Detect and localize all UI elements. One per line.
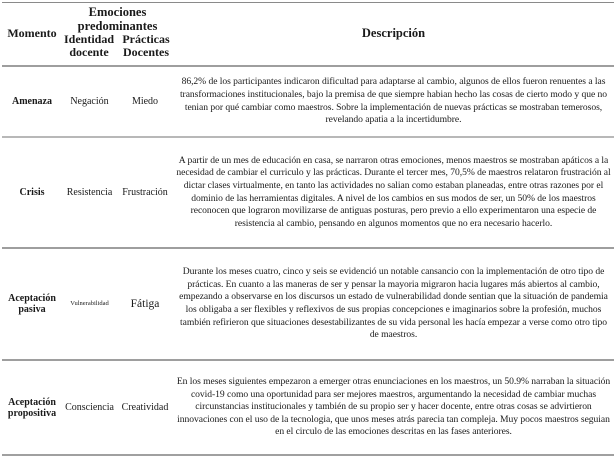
header-descripcion: Descripción bbox=[361, 26, 426, 40]
cell-momento: Aceptación propositiva bbox=[7, 396, 57, 419]
cell-practicas: Miedo bbox=[131, 95, 159, 107]
cell-practicas: Fátiga bbox=[130, 298, 160, 310]
cell-identidad: Vulnerabilidad bbox=[70, 300, 109, 307]
header-momento: Momento bbox=[7, 26, 57, 40]
table-row bbox=[2, 249, 614, 359]
table-row bbox=[2, 361, 614, 454]
cell-descripcion: Durante los meses cuatro, cinco y seis se evidenció un notable cansancio con la implementación de otro tipo de prácticas. En cuanto a las maneras de ser y pensar la mayoria migraron hacia lugares más abiertos al cambio, empezando a observarse en los discursos un estado de vulnerabilidad donde sentian que la situación de pandemia los obligaba a ser flexibles y reflexivos de sus propias concepciones e imaginarios sobre la profesión, muchos también refirieron que situaciones desestabilizantes de su vida personal les hacía empezar a verse como otro tipo de maestros. bbox=[179, 266, 608, 341]
cell-momento: Aceptación pasiva bbox=[8, 293, 56, 315]
table-row bbox=[2, 138, 614, 247]
bottom-rule bbox=[2, 454, 614, 456]
table-header bbox=[2, 3, 614, 65]
cell-descripcion: 86,2% de los participantes indicaron dificultad para adaptarse al cambio, algunos de ellos fueron renuentes a las transformaciones institucionales, bajo la premisa de que siempre habian hecho las cosas de cierto modo y que no tenian por qué cambiar como maestros. Sobre la implementación de nuevas prácticas se mostraban temerosos, revelando apatia a la incertidumbre. bbox=[179, 76, 608, 126]
cell-descripcion: A partir de un mes de educación en casa, se narraron otras emociones, menos maestros se mostraban apáticos a la necesidad de cambiar el curriculo y las prácticas. Durante el tercer mes, 70,5% de maestros relataron frustración al dictar clases virtualmente, en tanto las actividades no salian como estaban planeadas, entre otras razones por el dominio de las herramientas digitales. A nivel de los cambios en sus modos de ser, un 50% de los maestros reconocen que lograron movilizarse de antiguas posturas, pero previo a ello experimentaron una especie de resistencia al cambio, pensando en algunos momentos que no era necesario hacerlo. bbox=[176, 154, 611, 229]
header-identidad-docente: Identidad docente bbox=[63, 32, 115, 59]
table-row bbox=[2, 67, 614, 136]
header-practicas-docentes: Prácticas Docentes bbox=[122, 32, 170, 59]
emotions-table bbox=[2, 2, 614, 456]
header-emociones-predominantes: Emociones predominantes bbox=[77, 5, 158, 33]
cell-identidad: Negación bbox=[70, 95, 109, 107]
cell-identidad: Resistencia bbox=[66, 186, 113, 198]
cell-momento: Crisis bbox=[19, 187, 45, 198]
cell-descripcion: En los meses siguientes empezaron a emerger otras enunciaciones en los maestros, un 50.9% narraban la situación covid-19 como una oportunidad para ser mejores maestros, argumentando la necesidad de cambiar muchas circunstancias institucionales y también de su propio ser y hacer docente, entre otras cosas se advirtieron innovaciones con el uso de la tecnologia, que unos meses atrás parecia tan compleja. Muy pocos maestros seguian en el circulo de las emociones descritas en las fases anteriores. bbox=[176, 376, 611, 438]
cell-momento: Amenaza bbox=[12, 96, 52, 107]
cell-identidad: Consciencia bbox=[65, 401, 114, 413]
cell-practicas: Creatividad bbox=[121, 401, 169, 413]
cell-practicas: Frustración bbox=[122, 186, 168, 198]
